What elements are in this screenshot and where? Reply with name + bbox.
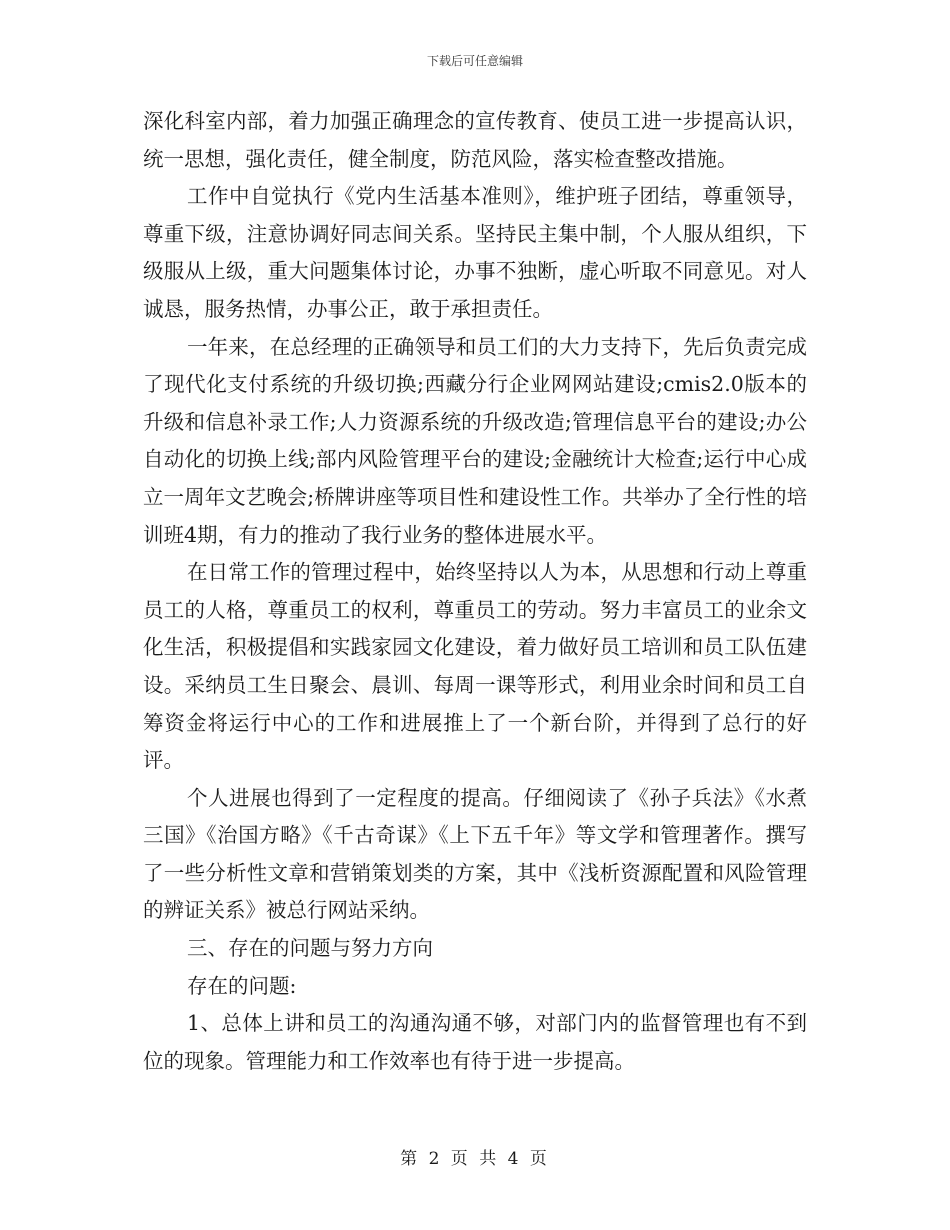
page-header: 下载后可任意编辑 — [426, 54, 523, 68]
section-heading: 三、存在的问题与努力方向 — [187, 936, 433, 961]
paragraph-3: 一年来，在总经理的正确领导和员工们的大力支持下，先后负责完成了现代化支付系统的升级切换;西藏分行企业网网站建设;cmis2.0版本的升级和信息补录工作;人力资源系统的升级改造;管理信息平台的建设;办公自动化的切换上线;部内风险管理平台的建设;金融统计大检查;运行中心成立一周年文艺晚会;桥牌讲座等项目性和建设性工作。共举办了全行性的培训班4期，有力的推动了我行业务的整体进展水平。 — [143, 334, 807, 547]
subsection-heading: 存在的问题: — [187, 973, 297, 998]
document-body — [143, 103, 807, 1080]
paragraph-1: 深化科室内部，着力加强正确理念的宣传教育、使员工进一步提高认识，统一思想，强化责任，健全制度，防范风险，落实检查整改措施。 — [143, 109, 807, 171]
list-item-1: 1、总体上讲和员工的沟通沟通不够，对部门内的监督管理也有不到位的现象。管理能力和工作效率也有待于进一步提高。 — [143, 1011, 807, 1073]
paragraph-4: 在日常工作的管理过程中，始终坚持以人为本，从思想和行动上尊重员工的人格，尊重员工的权利，尊重员工的劳动。努力丰富员工的业余文化生活，积极提倡和实践家园文化建设，着力做好员工培训和员工队伍建设。采纳员工生日聚会、晨训、每周一课等形式，利用业余时间和员工自筹资金将运行中心的工作和进展推上了一个新台阶，并得到了总行的好评。 — [143, 560, 807, 773]
paragraph-5: 个人进展也得到了一定程度的提高。仔细阅读了《孙子兵法》《水煮三国》《治国方略》《千古奇谋》《上下五千年》等文学和管理著作。撰写了一些分析性文章和营销策划类的方案，其中《浅析资源配置和风险管理的辨证关系》被总行网站采纳。 — [143, 785, 807, 923]
paragraph-2: 工作中自觉执行《党内生活基本准则》，维护班子团结，尊重领导，尊重下级，注意协调好同志间关系。坚持民主集中制，个人服从组织，下级服从上级，重大问题集体讨论，办事不独断，虚心听取不同意见。对人诚恳，服务热情，办事公正，敢于承担责任。 — [143, 184, 807, 321]
page-number: 第 2 页 共 4 页 — [400, 1149, 550, 1169]
